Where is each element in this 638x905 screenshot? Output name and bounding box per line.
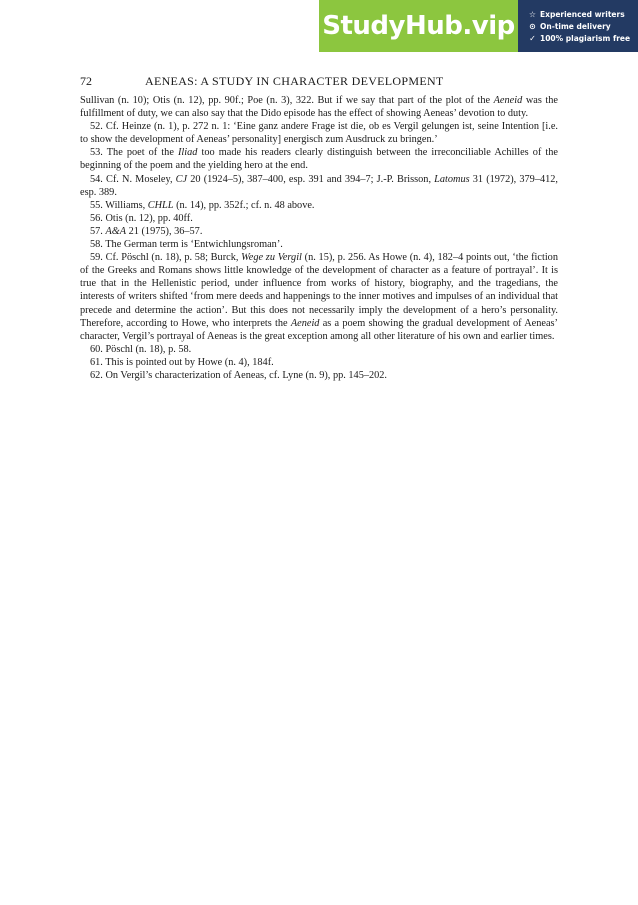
endnote-11: 62. On Vergil’s characterization of Aeneas, cf. Lyne (n. 9), pp. 145–202. xyxy=(90,369,388,381)
studyhub-banner[interactable] xyxy=(319,0,638,52)
logo-text: StudyHub.vip xyxy=(322,11,515,41)
feature-label: Experienced writers xyxy=(540,9,625,19)
feature-label: 100% plagiarism free xyxy=(540,33,631,43)
endnote-3: 54. Cf. N. Moseley, CJ 20 (1924–5), 387–400, esp. 391 and 394–7; J.-P. Brisson, Latomus 31 (1972), 379–412, esp. 389. xyxy=(80,173,558,198)
feature-item xyxy=(528,34,638,43)
endnote-0: Sullivan (n. 10); Otis (n. 12), pp. 90f.; Poe (n. 3), 322. But if we say that part of the plot of the Aeneid was the fulfillment of duty, we can also say that the Dido episode has the effect of showing Aeneas’ devotion to duty. xyxy=(80,95,558,120)
endnote-4: 55. Williams, CHLL (n. 14), pp. 352f.; cf. n. 48 above. xyxy=(90,199,315,211)
feature-item xyxy=(528,22,638,31)
checkmark-icon: ✓ xyxy=(529,33,536,43)
endnote-1: 52. Cf. Heinze (n. 1), p. 272 n. 1: ‘Eine ganz andere Frage ist die, ob es Vergil gelungen ist, seine Intention [i.e. to show the development of Aeneas’ personality] energisch zum Ausdruck zu bringen.’ xyxy=(80,121,558,146)
clock-icon: ⊙ xyxy=(529,21,536,31)
endnote-9: 60. Pöschl (n. 18), p. 58. xyxy=(90,343,192,355)
star-icon: ☆ xyxy=(528,9,537,19)
endnote-7: 58. The German term is ‘Entwichlungsroman’. xyxy=(90,239,283,251)
endnote-6: 57. A&A 21 (1975), 36–57. xyxy=(90,225,203,237)
endnote-2: 53. The poet of the Iliad too made his readers clearly distinguish between the irreconciliable Achilles of the beginning of the poem and the yielding hero at the end. xyxy=(80,147,558,172)
endnote-8: 59. Cf. Pöschl (n. 18), p. 58; Burck, Wege zu Vergil (n. 15), p. 256. As Howe (n. 4), 182–4 points out, ‘the fiction of the Greeks and Romans shows little knowledge of the development of character as a feature of portrayal’. It is true that in the Hellenistic period, under influence from works of history, biography, and the tragedians, the interests of writers shifted ‘from mere deeds and happenings to the inner motives and impulses of an individual that precede and determine the action’. But this does not necessarily imply the development of a hero’s personality. Therefore, according to Howe, who interprets the Aeneid as a poem showing the gradual development of Aeneas’ character, Vergil’s portrayal of Aeneas is the great exception among all other literature of his own and earlier times. xyxy=(80,252,558,342)
feature-item xyxy=(528,10,638,19)
endnote-10: 61. This is pointed out by Howe (n. 4), 184f. xyxy=(90,356,274,368)
endnote-5: 56. Otis (n. 12), pp. 40ff. xyxy=(90,212,193,224)
endnotes xyxy=(80,94,558,382)
page-number: 72 xyxy=(80,74,92,88)
feature-list xyxy=(518,0,638,52)
feature-label: On-time delivery xyxy=(540,21,611,31)
studyhub-logo[interactable] xyxy=(319,0,518,52)
page-header xyxy=(80,74,560,90)
running-title: AENEAS: A STUDY IN CHARACTER DEVELOPMENT xyxy=(145,74,444,88)
